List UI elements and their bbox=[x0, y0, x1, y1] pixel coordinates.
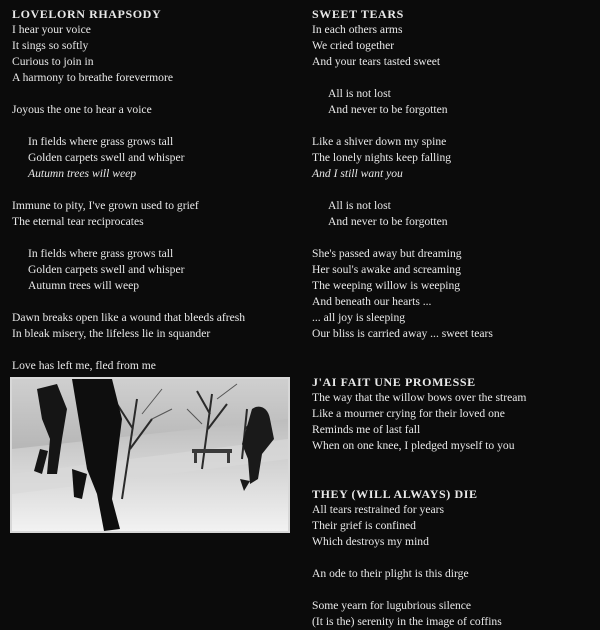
lyric-line: The lonely nights keep falling bbox=[312, 151, 452, 164]
lyric-line: A harmony to breathe forevermore bbox=[12, 71, 173, 84]
lyric-line: Autumn trees will weep bbox=[28, 167, 137, 180]
song-title-sweet-tears: SWEET TEARS bbox=[312, 7, 404, 21]
lyric-line: Dawn breaks open like a wound that bleeds afresh bbox=[12, 311, 246, 324]
lyric-line: Golden carpets swell and whisper bbox=[28, 263, 185, 276]
lyric-line: And your tears tasted sweet bbox=[312, 55, 441, 68]
lyric-line: Immune to pity, I've grown used to grief bbox=[12, 199, 199, 212]
lyric-line: (It is the) serenity in the image of coffins bbox=[312, 615, 502, 628]
lyric-line: In fields where grass grows tall bbox=[28, 135, 174, 148]
lyrics-column-right bbox=[312, 6, 592, 630]
lyric-line: We cried together bbox=[312, 39, 395, 52]
lyric-line: Which destroys my mind bbox=[312, 535, 429, 548]
lyric-line: In bleak misery, the lifeless lie in squander bbox=[12, 327, 211, 340]
lyric-line: And I still want you bbox=[312, 167, 403, 180]
lyric-line: Reminds me of last fall bbox=[312, 423, 421, 436]
lyric-line: I hear your voice bbox=[12, 23, 91, 36]
lyric-line: In fields where grass grows tall bbox=[28, 247, 174, 260]
lyric-line: All is not lost bbox=[328, 87, 391, 100]
lyric-line: It sings so softly bbox=[12, 39, 89, 52]
song-title-they-will-always-die: THEY (WILL ALWAYS) DIE bbox=[312, 487, 478, 501]
lyric-line: All is not lost bbox=[328, 199, 391, 212]
lyric-line: Love has left me, fled from me bbox=[12, 359, 156, 372]
lyric-line: She's passed away but dreaming bbox=[312, 247, 462, 260]
song-title-lovelorn-rhapsody: LOVELORN RHAPSODY bbox=[12, 7, 162, 21]
lyric-line: And never to be forgotten bbox=[328, 215, 448, 228]
lyric-line: Golden carpets swell and whisper bbox=[28, 151, 185, 164]
lyric-line: Like a shiver down my spine bbox=[312, 135, 447, 148]
lyric-line: In each others arms bbox=[312, 23, 403, 36]
lyric-line: An ode to their plight is this dirge bbox=[312, 567, 469, 580]
lyric-line: The way that the willow bows over the stream bbox=[312, 391, 527, 404]
song-title-jai-fait-une-promesse: J'AI FAIT UNE PROMESSE bbox=[312, 375, 476, 389]
lyric-line: And never to be forgotten bbox=[328, 103, 448, 116]
lyric-line: Their grief is confined bbox=[312, 519, 416, 532]
lyric-line: Our bliss is carried away ... sweet tears bbox=[312, 327, 493, 340]
lyric-line: Like a mourner crying for their loved one bbox=[312, 407, 505, 420]
lyric-line: Her soul's awake and screaming bbox=[312, 263, 461, 276]
lyric-line: The eternal tear reciprocates bbox=[12, 215, 144, 228]
lyric-line: Some yearn for lugubrious silence bbox=[312, 599, 472, 612]
band-photo bbox=[10, 377, 290, 533]
lyric-line: All tears restrained for years bbox=[312, 503, 444, 516]
lyric-line: When on one knee, I pledged myself to you bbox=[312, 439, 515, 452]
band-photo-illustration bbox=[12, 379, 288, 531]
lyric-line: Joyous the one to hear a voice bbox=[12, 103, 152, 116]
lyric-line: And beneath our hearts ... bbox=[312, 295, 432, 308]
lyric-line: The weeping willow is weeping bbox=[312, 279, 461, 292]
lyric-line: Autumn trees will weep bbox=[28, 279, 140, 292]
lyric-line: ... all joy is sleeping bbox=[312, 311, 406, 324]
lyric-line: Curious to join in bbox=[12, 55, 94, 68]
